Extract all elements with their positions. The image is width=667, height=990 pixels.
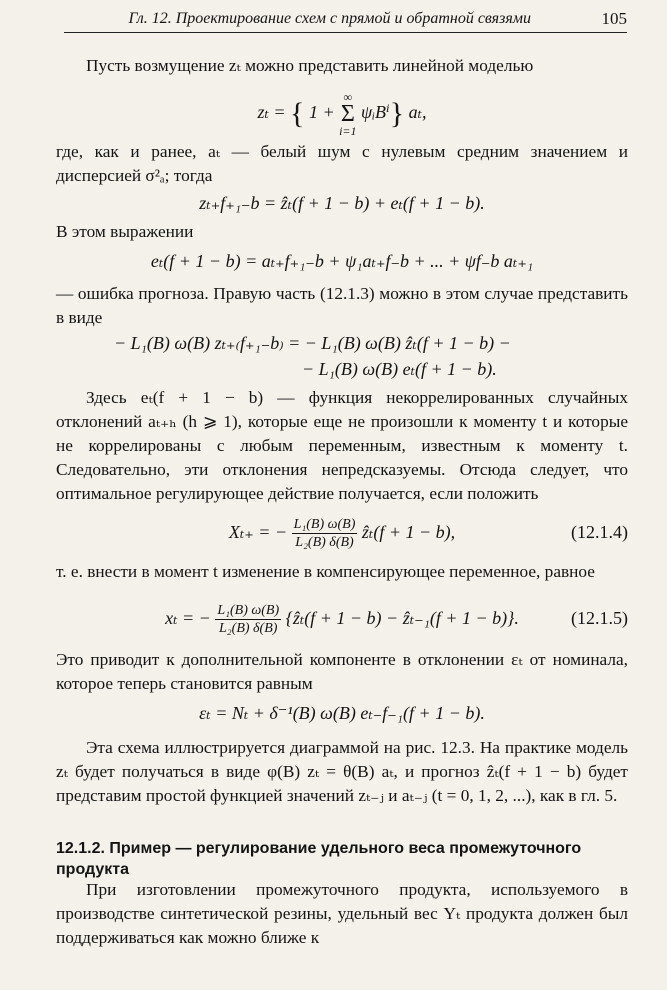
eq1-close-brace: } [389,96,405,130]
eq6-numerator: L₁(B) ω(B) [217,603,280,619]
eq1-term: ψᵢBⁱ [361,102,390,122]
eq5-lhs: Xₜ₊ = − [228,522,288,542]
paragraph-uncorrelated-deviations: Здесь eₜ(f + 1 − b) — функция некоррелированных случайных отклонений aₜ₊ₕ (h ⩾ 1), которые еще не произошли к моменту t и которые не коррелированы с любым переменным, известным к моменту t. Следовательно, эти отклонения непредсказуемы. Отсюда следует, что оптимальное регулирующее действие получается, если положить [56,388,628,503]
paragraph-white-noise: где, как и ранее, aₜ — белый шум с нулевым средним значением и дисперсией σ²ₐ; тогда [56,142,628,185]
eq5-numerator: L₁(B) ω(B) [293,517,356,533]
paragraph-example-start: При изготовлении промежуточного продукта, используемого в производстве синтетической резины, удельный вес Yₜ продукта должен был поддерживаться как можно ближе к [56,880,628,947]
eq1-open-brace: { [290,96,305,130]
eq5-fraction [292,516,358,551]
eq6-rhs: {ẑₜ(f + 1 − b) − ẑₜ₋₁(f + 1 − b)}. [285,608,519,628]
paragraph-forecast-error: — ошибка прогноза. Правую часть (12.1.3) можно в этом случае представить в виде [56,284,628,327]
eq1-inner: 1 + [308,102,340,122]
sigma-symbol: Σ [340,100,355,127]
eq5-rhs: ẑₜ(f + 1 − b), [361,522,456,542]
equation-12-1-4 [56,512,628,552]
paragraph-diagram-reference: Эта схема иллюстрируется диаграммой на рис. 12.3. На практике модель zₜ будет получаться в виде φ(B) zₜ = θ(B) aₜ, и прогноз ẑₜ(f + 1 − b) будет представим простой функцией значений zₜ₋ⱼ и aₜ₋ⱼ (t = 0, 1, 2, ...), как в гл. 5. [56,738,628,805]
eq1-tail: aₜ, [408,102,427,122]
eq6-denominator: L₂(B) δ(B) [219,621,278,637]
paragraph-intro: Пусть возмущение zₜ можно представить линейной моделью [86,56,534,75]
eq6-fraction [215,602,281,637]
equation-forecast-split: zₜ₊f₊₁₋b = ẑₜ(f + 1 − b) + eₜ(f + 1 − b). [199,193,485,213]
eq1-lhs: zₜ = [257,102,291,122]
equation-12-1-5 [56,598,628,638]
equation-label-12-1-5: (12.1.5) [571,608,628,628]
paragraph-in-this-expression: В этом выражении [56,222,194,241]
eq6-lhs: xₜ = − [165,608,211,628]
running-title: Гл. 12. Проектирование схем с прямой и обратной связями [128,10,531,27]
sum-lower-limit: i=1 [339,123,357,138]
eq5-denominator: L₂(B) δ(B) [295,535,354,551]
equation-rhs-line1: − L₁(B) ω(B) zₜ₊₍f₊₁₋b₎ = − L₁(B) ω(B) ẑₜ(f + 1 − b) − [114,333,511,353]
page-number: 105 [601,9,627,28]
equation-deviation: εₜ = Nₜ + δ⁻¹(B) ω(B) eₜ₋f₋₁(f + 1 − b). [199,703,485,723]
running-header [64,6,627,33]
equation-forecast-error: eₜ(f + 1 − b) = aₜ₊f₊₁₋b + ψ₁aₜ₊f₋b + ... + ψf₋b aₜ₊₁ [150,251,534,271]
equation-disturbance-model [56,84,628,140]
section-heading: 12.1.2. Пример — регулирование удельного веса промежуточного продукта [56,840,582,878]
sum-operator [339,91,356,137]
paragraph-additional-component: Это приводит к дополнительной компоненте в отклонении εₜ от номинала, которое теперь становится равным [56,650,628,693]
equation-rhs-line2: − L₁(B) ω(B) eₜ(f + 1 − b). [302,359,497,379]
sum-upper-limit: ∞ [343,89,353,104]
equation-label-12-1-4: (12.1.4) [571,522,628,542]
paragraph-compensating-change: т. е. внести в момент t изменение в компенсирующее переменное, равное [56,562,595,581]
